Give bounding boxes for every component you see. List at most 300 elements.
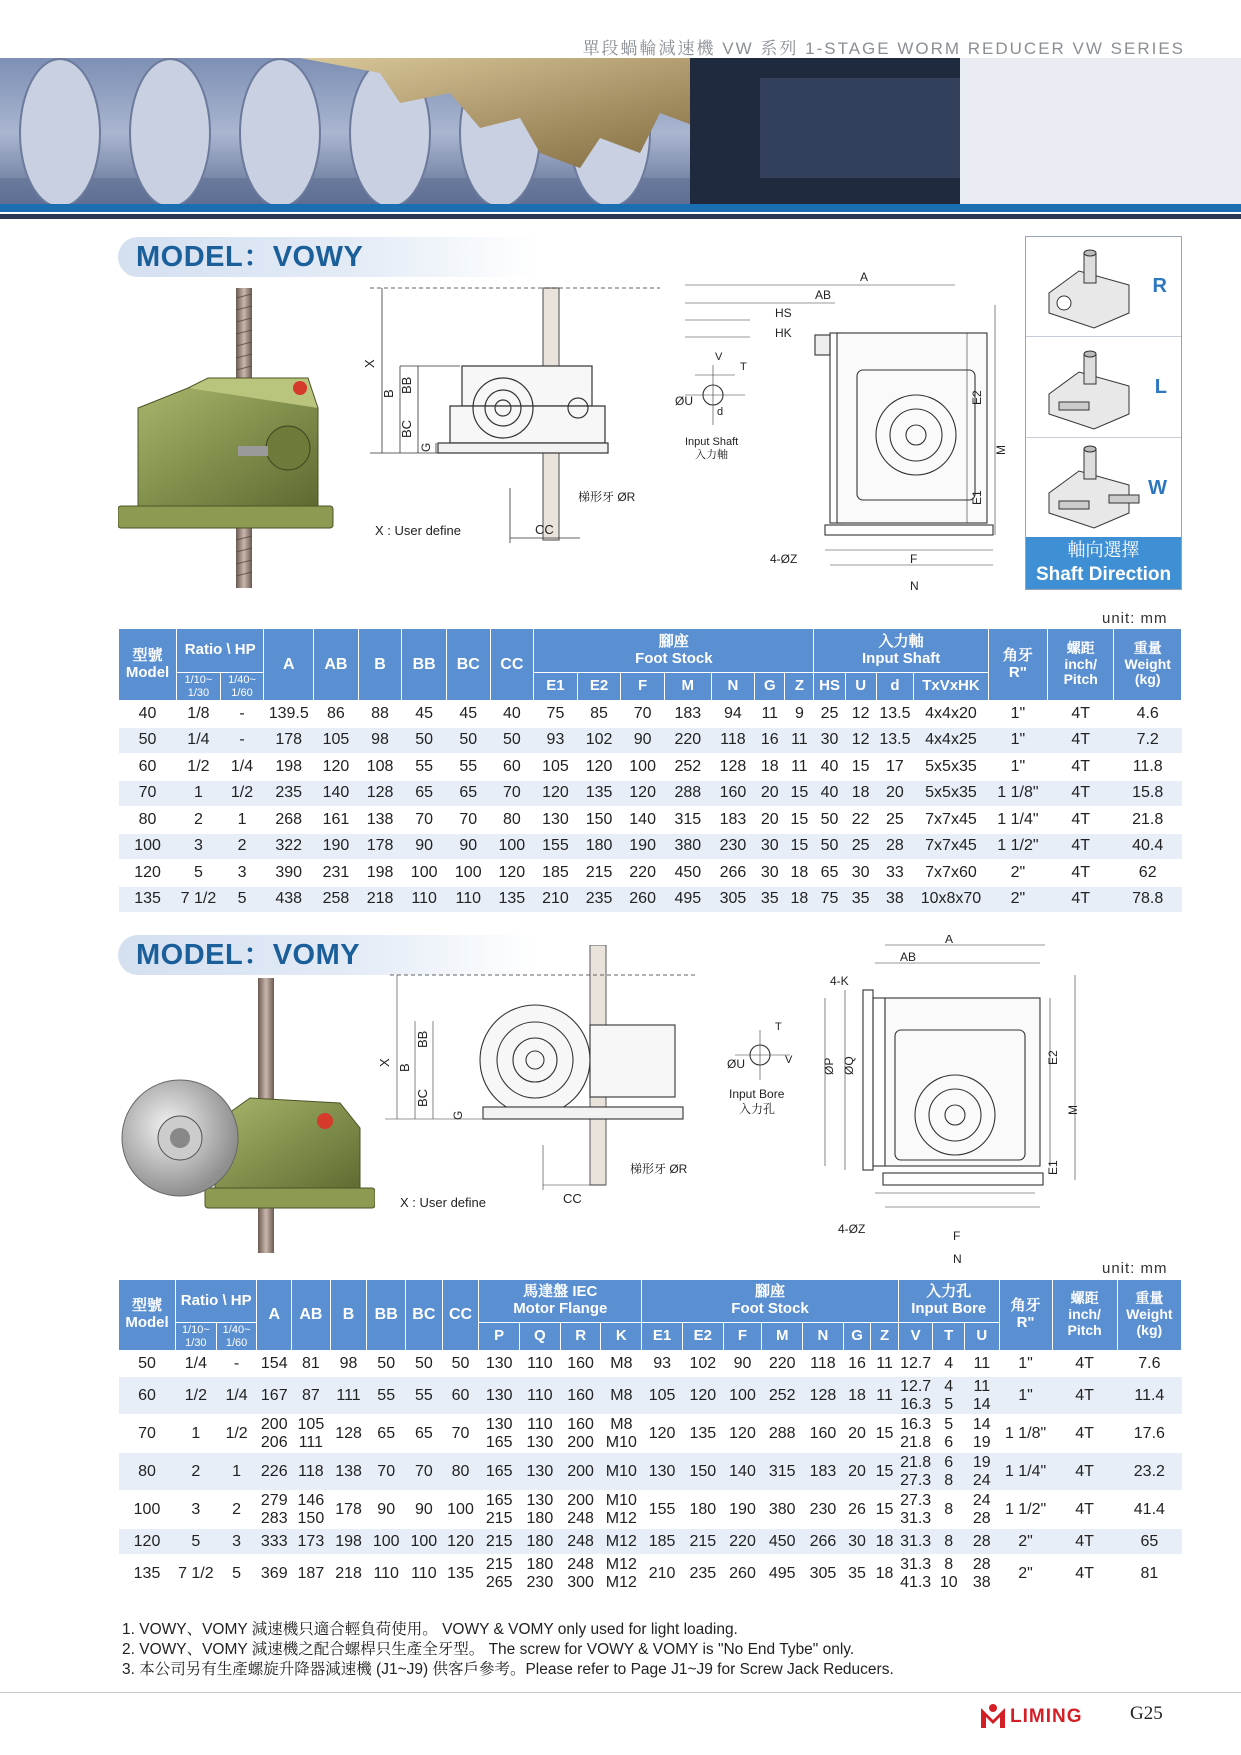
vomy-cell-value: 11.4 [1134,1386,1165,1404]
vomy-side-drawing [705,935,1080,1270]
vomy-cell-value: 198 [335,1532,362,1550]
vomy-th-model: 型號 Model [119,1280,176,1351]
vowy-cell: 18 [785,860,814,887]
vomy-cell-value: 138 [335,1462,362,1480]
vomy-cell-value: 100 [372,1532,400,1550]
vowy-cell: 4T [1047,780,1113,807]
vowy-spec-table [118,628,1182,913]
vowy-cell: 1" [988,754,1047,781]
vomy-cell-value: 87 [301,1386,320,1404]
vomy-cell-value: 30 [848,1532,866,1550]
vowy-cell: 105 [314,727,359,754]
vomy-cell [330,1415,367,1453]
vomy-cell-value: 160 [567,1386,594,1404]
header-title: 單段蝸輪減速機 VW 系列 1-STAGE WORM REDUCER VW SERIES [582,39,1185,58]
vomy-cell-value: 220 [768,1354,796,1372]
vomy-cell [964,1377,999,1415]
vowy-cell: 100 [119,833,177,860]
vomy-cell-value: 369 [260,1564,288,1582]
vomy-cell [257,1453,292,1491]
vomy-th-cc: CC [442,1280,479,1351]
vomy-th-e2: E2 [682,1323,723,1351]
vomy-cell [176,1453,217,1491]
vowy-cell: 1/2 [220,780,264,807]
vomy-cell [642,1529,683,1555]
vowy-cell: 120 [534,780,578,807]
vowy-label-hs: HS [775,306,792,320]
vomy-cell [119,1453,176,1491]
shaft-letter-w: W [1148,477,1167,499]
vomy-cell [843,1555,870,1593]
vomy-cell [682,1555,723,1593]
vowy-cell: 3 [220,860,264,887]
vomy-cell-value: 8 [944,1532,954,1550]
vowy-cell: 45 [402,701,447,728]
vomy-cell-value: 215 [485,1555,513,1573]
vomy-cell [964,1415,999,1453]
vomy-label-f: F [953,1229,961,1243]
vowy-input-shaft-zh: 入力軸 [695,449,728,461]
vomy-cell [257,1555,292,1593]
vomy-cell [964,1351,999,1377]
vowy-cell: 5 [220,886,264,913]
vomy-cell [682,1377,723,1415]
vomy-cell-value: 140 [729,1462,756,1480]
vomy-cell-value: 230 [809,1500,837,1518]
vomy-cell-value: 1 1/8" [1004,1424,1047,1442]
vomy-cell [871,1529,899,1555]
vomy-cell-value: 23.2 [1133,1462,1165,1480]
vomy-cell-value: 154 [260,1354,288,1372]
vomy-label-v: V [785,1054,793,1066]
vomy-label-b: B [397,1063,412,1072]
vowy-cell: 35 [755,886,785,913]
vomy-cell [898,1453,933,1491]
vomy-cell-value: M8 [610,1386,633,1404]
vomy-cell-value: 16.3 [900,1415,932,1433]
notes [122,1620,1122,1680]
vowy-cell: 40 [119,701,177,728]
vomy-cell-value: 18 [875,1564,894,1582]
vowy-cell: 90 [621,727,665,754]
vowy-cell: 138 [358,807,402,834]
vomy-cell [406,1351,443,1377]
vomy-label-z: 4-ØZ [838,1222,866,1236]
vomy-cell [367,1529,406,1555]
vomy-cell [933,1491,965,1529]
vomy-cell [442,1453,479,1491]
vomy-cell-value: 50 [377,1354,396,1372]
vomy-cell-value: 8 [944,1500,954,1518]
vowy-label-a: A [860,270,869,284]
shaft-direction-panel [1025,236,1182,590]
vomy-cell-value: 2 [191,1462,201,1480]
vomy-cell [871,1415,899,1453]
vomy-th-ratio-a: 1/10~ 1/30 [176,1323,217,1351]
vowy-cell: 198 [264,754,314,781]
vowy-cell: 7x7x45 [914,833,989,860]
banner-worm-gear-image [0,58,1241,208]
vomy-cell [898,1491,933,1529]
vomy-cell-value: 206 [260,1433,288,1451]
vowy-th-n: N [711,673,755,701]
vomy-cell-value: 11 [973,1377,991,1395]
vomy-cell [803,1529,844,1555]
vowy-table-row [119,727,1182,754]
vowy-cell: 128 [358,780,402,807]
vomy-table-row [119,1351,1182,1377]
vomy-th-k: K [601,1323,642,1351]
vowy-th-cc: CC [490,629,534,701]
vowy-th-input: 入力軸 Input Shaft [814,629,988,673]
vowy-cell: 17 [876,754,913,781]
vomy-th-q: Q [520,1323,561,1351]
vowy-cell: 20 [755,780,785,807]
note-2: 2. VOWY、VOMY 減速機之配合螺桿只生產全牙型。 The screw for VOWY & VOMY is "No End Tybe" only. [122,1641,855,1658]
vomy-cell [257,1491,292,1529]
vomy-cell-value: 200 [567,1462,594,1480]
vomy-cell [843,1377,870,1415]
vowy-cell: 258 [314,886,359,913]
vomy-th-f: F [723,1323,762,1351]
vomy-cell-value: 110 [527,1415,553,1433]
vomy-cell-value: 14 [972,1415,991,1433]
vowy-table-row [119,833,1182,860]
vomy-cell [601,1491,642,1529]
vomy-cell-value: 20 [848,1462,866,1480]
vowy-cell: 70 [402,807,447,834]
vowy-th-weight: 重量 Weight (kg) [1114,629,1182,701]
vomy-cell-value: 120 [648,1424,676,1442]
vomy-cell-value: 200 [567,1491,594,1509]
vomy-cell-value: 180 [526,1532,554,1550]
vowy-cell: 305 [711,886,755,913]
vomy-cell-value: 380 [768,1500,796,1518]
vomy-cell-value: 50 [451,1354,470,1372]
vomy-cell [330,1453,367,1491]
vomy-cell-value: 130 [485,1354,513,1372]
vomy-th-z: Z [871,1323,899,1351]
vowy-cell: 40 [814,754,845,781]
vomy-cell-value: 28 [972,1532,991,1550]
vomy-th-bc: BC [406,1280,443,1351]
vomy-cell-value: 128 [809,1386,837,1404]
vowy-cell: 161 [314,807,359,834]
vowy-cell: 30 [845,860,876,887]
vomy-cell [442,1415,479,1453]
vowy-cell: 100 [446,860,490,887]
vomy-cell [803,1351,844,1377]
vomy-cell-value: 150 [689,1462,717,1480]
vomy-cell-value: 1/2 [184,1386,207,1404]
vomy-cell [642,1377,683,1415]
vowy-cell: 30 [814,727,845,754]
vomy-cell-value: 16.3 [900,1395,932,1413]
vomy-cell [601,1529,642,1555]
vomy-th-p: P [479,1323,520,1351]
vowy-label-f: F [910,552,918,566]
vowy-cell: 22 [845,807,876,834]
vomy-cell-value: 178 [335,1500,362,1518]
vomy-cell [479,1415,520,1453]
vowy-cell: 50 [814,833,845,860]
vowy-cell: 1" [988,727,1047,754]
vowy-label-v: V [715,351,723,363]
vomy-cell [292,1377,331,1415]
vomy-cell [642,1555,683,1593]
vomy-cell [119,1491,176,1529]
vomy-cell-value: 130 [526,1433,554,1451]
vowy-cell: 231 [314,860,359,887]
vomy-cell-value: 283 [260,1509,288,1527]
vomy-cell [257,1377,292,1415]
vomy-th-flange: 馬達盤 IEC Motor Flange [479,1280,642,1323]
vomy-cell-value: 26 [848,1500,866,1518]
vomy-cell [871,1491,899,1529]
vomy-cell-value: 20 [848,1424,866,1442]
vomy-cell [406,1529,443,1555]
vowy-cell: 120 [621,780,665,807]
vowy-cell: 20 [876,780,913,807]
vowy-cell: 1/4 [177,727,221,754]
vomy-cell [176,1491,217,1529]
vomy-trapezoid: 梯形牙 ØR [630,1162,688,1176]
vomy-cell [216,1453,257,1491]
vomy-cell [933,1415,965,1453]
vomy-cell-value: 248 [567,1555,594,1573]
footer-divider [0,1692,1241,1693]
vomy-cell [292,1351,331,1377]
vomy-cell [933,1351,965,1377]
vowy-cell: 268 [264,807,314,834]
vowy-cell: 75 [534,701,578,728]
vomy-cell [560,1453,601,1491]
vomy-cell-value: 12.7 [900,1377,932,1395]
vomy-cell [1117,1351,1181,1377]
vomy-cell [762,1491,803,1529]
vomy-cell-value: 130 [485,1386,513,1404]
vowy-cell: 102 [577,727,621,754]
vowy-cell: 120 [577,754,621,781]
vomy-cell [216,1491,257,1529]
vomy-cell [479,1529,520,1555]
vowy-cell: 185 [534,860,578,887]
vomy-cell [762,1415,803,1453]
vomy-cell-value: 265 [485,1573,513,1591]
vowy-cell: 1/8 [177,701,221,728]
vomy-cell [406,1453,443,1491]
vowy-th-u: U [845,673,876,701]
vomy-cell-value: 2" [1018,1532,1033,1550]
vomy-table-row [119,1453,1182,1491]
vowy-cell: 40.4 [1114,833,1182,860]
vomy-cell-value: 1" [1018,1386,1033,1404]
vomy-cell [1117,1377,1181,1415]
vomy-cell-value: 2" [1018,1564,1033,1582]
vomy-cell-value: 31.3 [900,1532,932,1550]
vowy-cell: 1 [177,780,221,807]
vowy-cell: 11 [755,701,785,728]
vowy-th-model: 型號 Model [119,629,177,701]
vowy-label-e1: E1 [970,490,984,505]
vomy-cell [520,1453,561,1491]
vomy-cell [442,1529,479,1555]
vowy-th-ab: AB [314,629,359,701]
vowy-cell: - [220,727,264,754]
vowy-cell: 178 [358,833,402,860]
vomy-cell [292,1555,331,1593]
brand-name: LIMING [1010,1706,1083,1727]
vowy-cell: 70 [490,780,534,807]
shaft-direction-caption [1026,537,1181,589]
vomy-th-foot: 腳座 Foot Stock [642,1280,899,1323]
vomy-x-user: X : User define [400,1195,486,1210]
vowy-th-hs: HS [814,673,845,701]
vomy-cell-value: 2 [232,1500,242,1518]
vowy-cell: 1" [988,701,1047,728]
vomy-cell-value: 80 [138,1462,156,1480]
vomy-cell [479,1491,520,1529]
vomy-cell-value: 120 [729,1424,756,1442]
vowy-cell: 30 [755,860,785,887]
vomy-th-pitch: 螺距 inch/ Pitch [1052,1280,1117,1351]
vomy-cell-value: 41.4 [1133,1500,1165,1518]
vomy-cell-value: 16 [848,1354,866,1372]
vowy-cell: 7x7x45 [914,807,989,834]
vowy-front-drawing [360,268,660,553]
vowy-cell: 55 [402,754,447,781]
vomy-cell-value: 495 [768,1564,796,1582]
vowy-table-row [119,701,1182,728]
vomy-cell-value: 5 [191,1532,201,1550]
vomy-cell [642,1491,683,1529]
vomy-cell-value: M12 [605,1509,637,1527]
vomy-cell [682,1453,723,1491]
vomy-table-row [119,1529,1182,1555]
vomy-cell-value: 105 [297,1415,325,1433]
vomy-cell [1052,1453,1117,1491]
vomy-cell [119,1529,176,1555]
vomy-cell [367,1555,406,1593]
vomy-cell [216,1415,257,1453]
vowy-cell: 183 [664,701,711,728]
vomy-cell [1052,1529,1117,1555]
vomy-cell-value: 200 [260,1415,288,1433]
vomy-th-m: M [762,1323,803,1351]
vowy-cell: 100 [402,860,447,887]
vomy-cell-value: 155 [648,1500,676,1518]
vowy-cell: 93 [534,727,578,754]
shaft-direction-w [1026,439,1181,539]
vomy-cell-value: 100 [729,1386,756,1404]
vowy-cell: 155 [534,833,578,860]
vowy-cell: 15 [785,780,814,807]
vowy-cell: 4T [1047,807,1113,834]
vomy-cell-value: 215 [485,1509,513,1527]
vomy-cell-value: 135 [689,1424,717,1442]
vowy-cell: 55 [446,754,490,781]
vomy-cell [871,1555,899,1593]
vowy-cell: 7.2 [1114,727,1182,754]
vowy-th-ratio: Ratio \ HP [177,629,264,673]
vowy-label-n: N [910,579,919,593]
vomy-cell-value: 130 [526,1491,554,1509]
vowy-cell: 140 [621,807,665,834]
vomy-cell-value: 15 [875,1424,894,1442]
vomy-cell-value: 1 [191,1424,201,1442]
vowy-cell: 12 [845,727,876,754]
vowy-cell: 135 [577,780,621,807]
vowy-cell: 198 [358,860,402,887]
vowy-label-m: M [994,445,1008,455]
vowy-unit: unit: mm [1102,610,1168,627]
vomy-cell-value: 288 [768,1424,796,1442]
vomy-th-bb: BB [367,1280,406,1351]
vomy-th-a: A [257,1280,292,1351]
vomy-cell [406,1415,443,1453]
vowy-cell: 30 [755,833,785,860]
vomy-th-ratio-b: 1/40~ 1/60 [216,1323,257,1351]
vomy-cell-value: M10 [605,1491,637,1509]
vowy-cell: 190 [621,833,665,860]
vomy-label-m: M [1066,1105,1080,1115]
vomy-cell [367,1491,406,1529]
vomy-cell [520,1377,561,1415]
vomy-cell-value: 24 [972,1471,991,1489]
vowy-cell: 322 [264,833,314,860]
vomy-cell-value: 218 [335,1564,362,1582]
vowy-cell: 15.8 [1114,780,1182,807]
vowy-cell: 215 [577,860,621,887]
vowy-label-u: ØU [675,394,693,408]
vowy-cell: 9 [785,701,814,728]
vomy-cell [406,1491,443,1529]
vomy-cell [803,1453,844,1491]
vomy-cell [723,1529,762,1555]
vomy-cell-value: 248 [567,1509,594,1527]
vomy-cell-value: 252 [768,1386,796,1404]
vowy-table-row [119,754,1182,781]
vomy-cell [803,1555,844,1593]
vowy-cell: 140 [314,780,359,807]
vomy-cell [1117,1555,1181,1593]
vomy-cell-value: 11 [876,1354,893,1372]
vowy-cell: 235 [264,780,314,807]
vowy-label-bb: BB [399,376,414,394]
vomy-label-t: T [775,1021,782,1033]
vomy-cell-value: 187 [297,1564,325,1582]
vomy-cell [560,1529,601,1555]
vomy-cell [292,1529,331,1555]
vomy-cell [933,1555,965,1593]
vomy-cell [723,1491,762,1529]
shaft-l-icon [1034,344,1144,434]
vowy-th-tvh: TxVxHK [914,673,989,701]
vowy-label-hk: HK [775,326,792,340]
vomy-cell-value: 38 [972,1573,991,1591]
vomy-cell-value: 41.3 [900,1573,932,1591]
vowy-cell: 50 [402,727,447,754]
vomy-cell-value: 90 [733,1354,752,1372]
vomy-cell [999,1351,1052,1377]
vowy-x-user: X : User define [375,523,461,538]
vomy-cell-value: 185 [648,1532,676,1550]
vowy-cell: 178 [264,727,314,754]
vowy-th-ratio-b: 1/40~ 1/60 [220,673,264,701]
vomy-cell-value: M10 [605,1462,637,1480]
vomy-cell [330,1555,367,1593]
vomy-label-q: ØQ [842,1056,856,1075]
